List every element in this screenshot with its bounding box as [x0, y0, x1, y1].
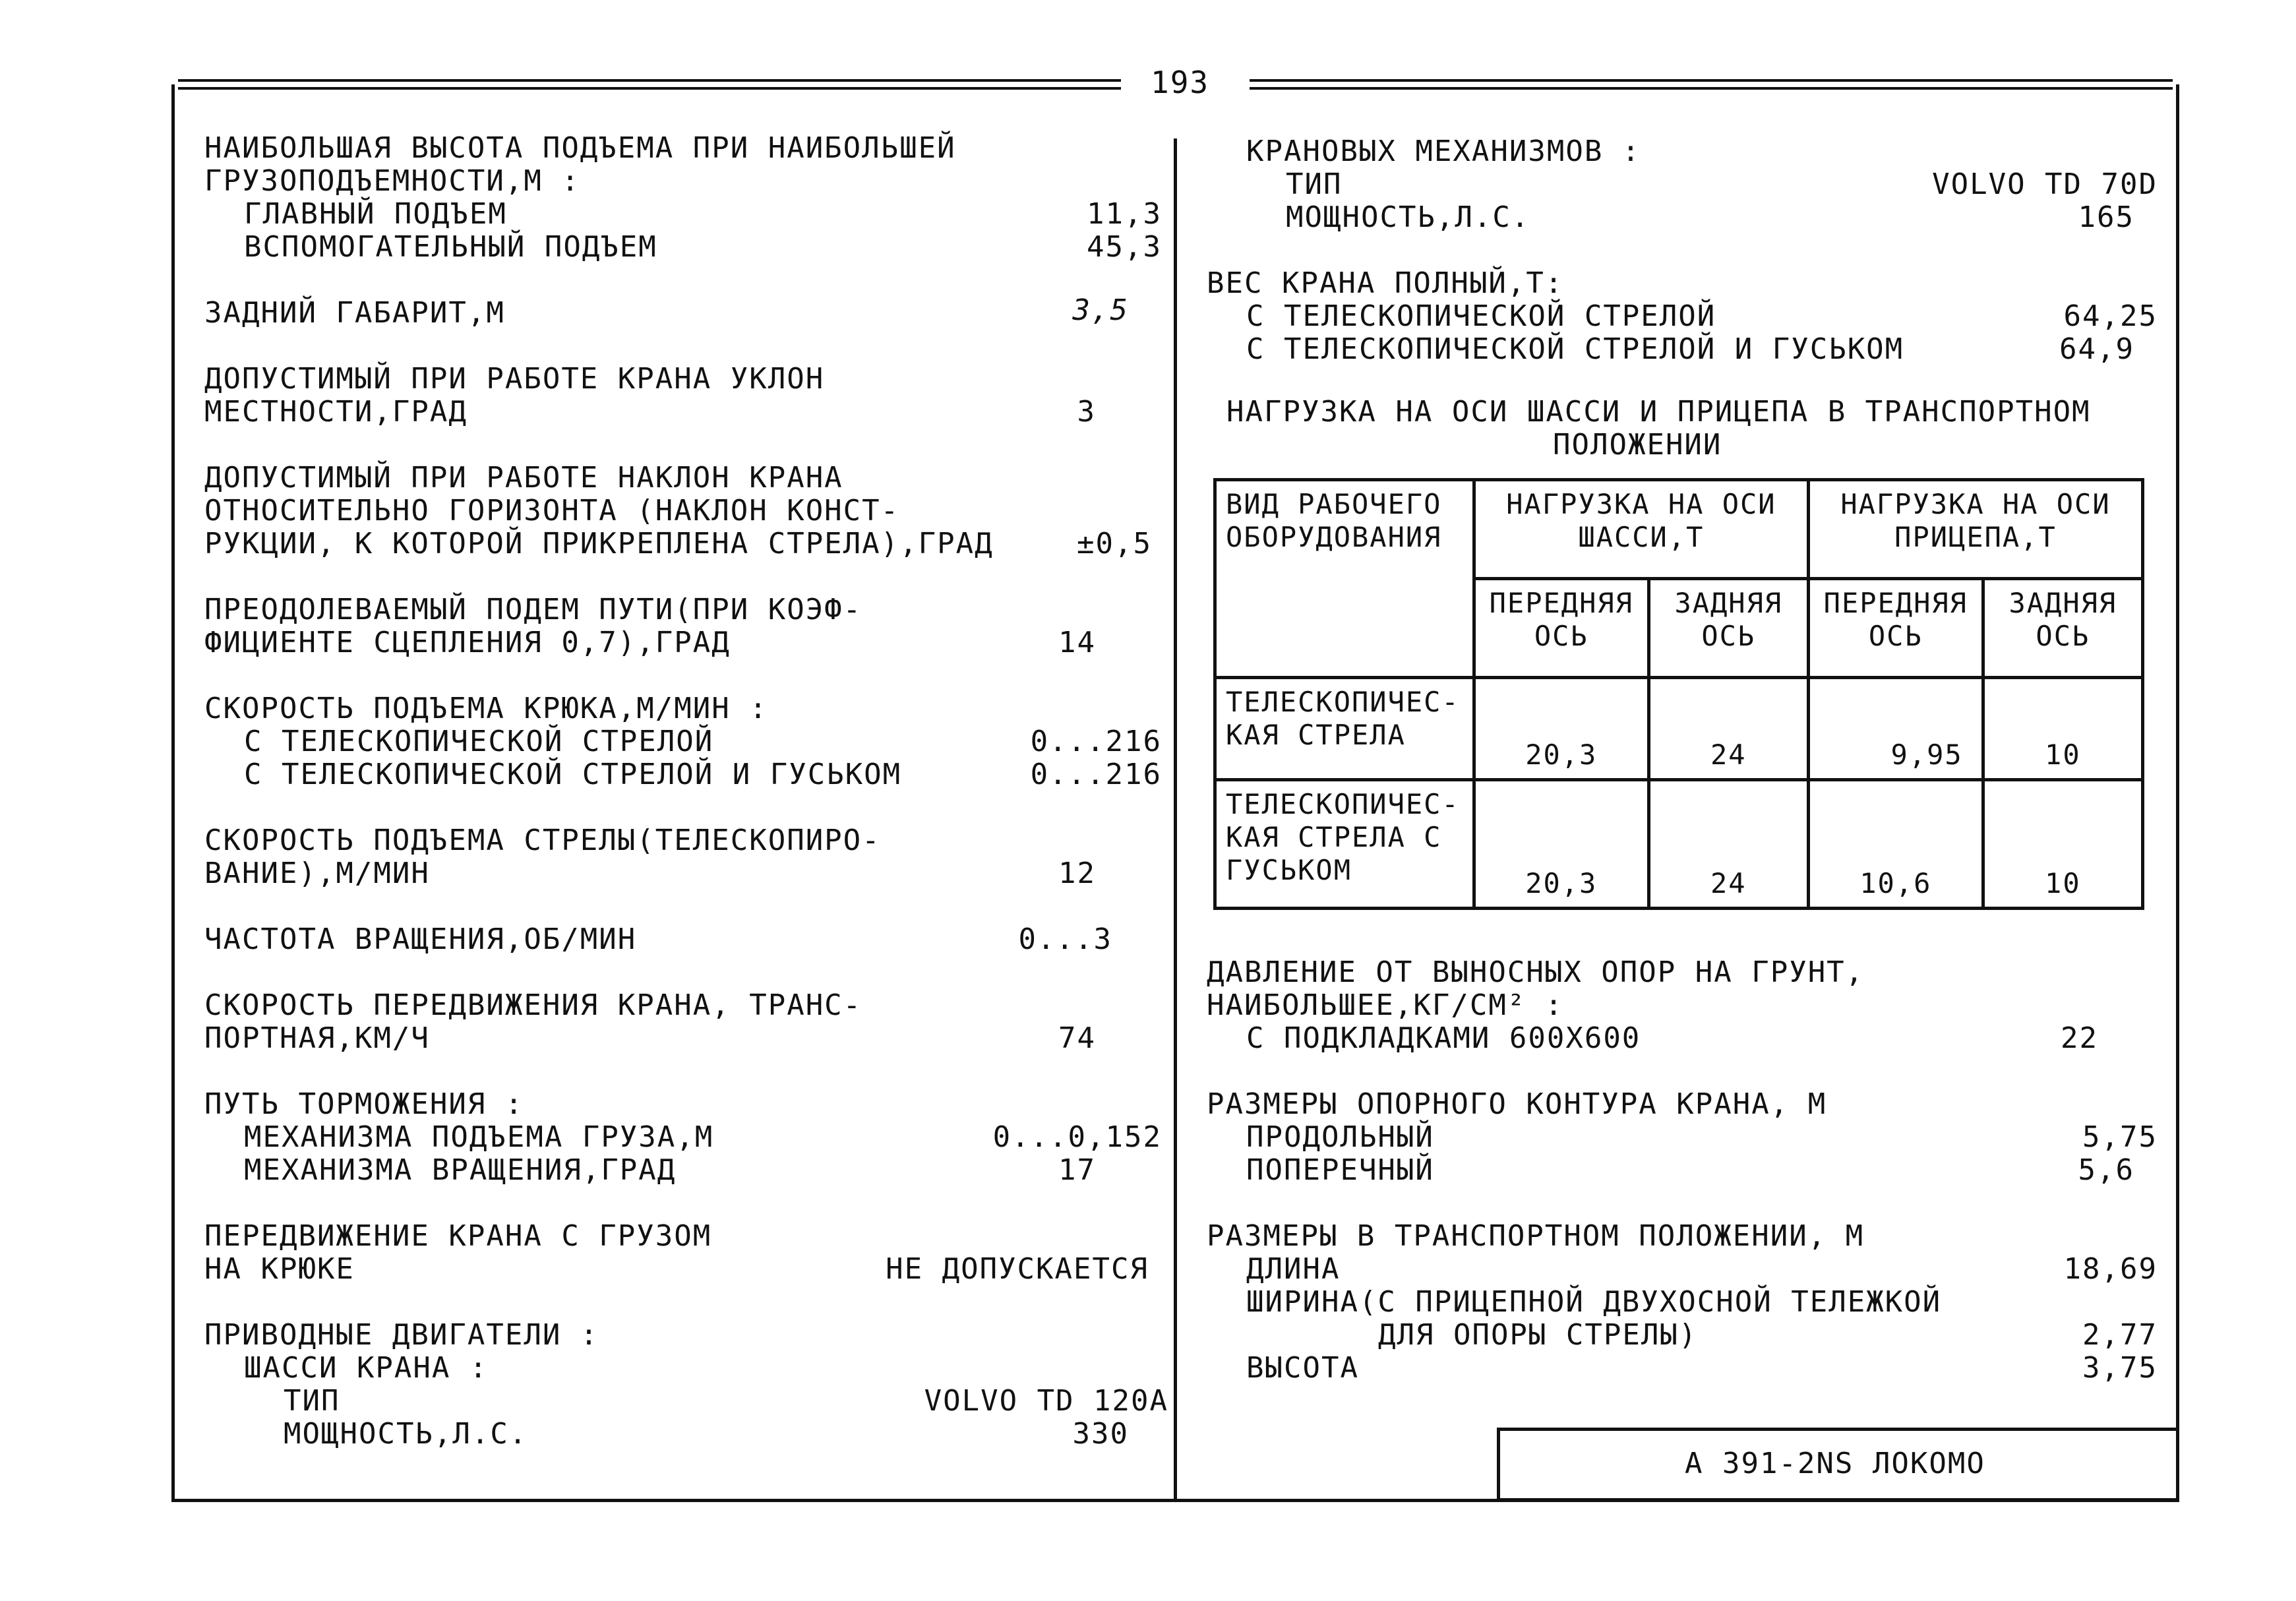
- header-chassis-load: НАГРУЗКА НА ОСИ ШАССИ,Т: [1474, 480, 1808, 579]
- table-row: [1215, 678, 2143, 780]
- crane-mech-title: КРАНОВЫХ МЕХАНИЗМОВ :: [1246, 135, 1641, 168]
- row-equipment: ТЕЛЕСКОПИЧЕС- КАЯ СТРЕЛА С ГУСЬКОМ: [1215, 780, 1474, 909]
- move-load-line-1: ПЕРЕДВИЖЕНИЕ КРАНА С ГРУЗОМ: [204, 1219, 712, 1253]
- mech-power-value: 165: [2078, 200, 2134, 234]
- axle-load-table: [1213, 478, 2144, 910]
- contour-long-value: 5,75: [2082, 1120, 2158, 1154]
- cell-trailer-rear: 10: [1983, 678, 2142, 780]
- move-load-value: НЕ ДОПУСКАЕТСЯ: [886, 1252, 1149, 1286]
- rear-clearance-label: ЗАДНИЙ ГАБАРИТ,М: [204, 296, 505, 330]
- axle-title-2: ПОЛОЖЕНИИ: [1553, 428, 1722, 462]
- height-value: 3,75: [2082, 1351, 2158, 1385]
- tilt-value: ±0,5: [1077, 527, 1152, 560]
- hook-tele-value: 0...216: [1030, 725, 1162, 758]
- rotation-label: ЧАСТОТА ВРАЩЕНИЯ,ОБ/МИН: [204, 922, 637, 956]
- braking-slew-label: МЕХАНИЗМА ВРАЩЕНИЯ,ГРАД: [244, 1153, 677, 1187]
- slope-value: 3: [1077, 395, 1096, 429]
- chassis-title: ШАССИ КРАНА :: [244, 1351, 489, 1385]
- header-equipment: ВИД РАБОЧЕГО ОБОРУДОВАНИЯ: [1215, 480, 1474, 678]
- move-load-line-2: НА КРЮКЕ: [204, 1252, 355, 1286]
- chassis-power-label: МОЩНОСТЬ,Л.С.: [284, 1417, 528, 1451]
- cell-trailer-front: 9,95: [1808, 678, 1983, 780]
- braking-hoist-value: 0...0,152: [992, 1120, 1162, 1154]
- chassis-type-value: VOLVO TD 120A: [924, 1384, 1168, 1418]
- frame-right-edge: [2176, 84, 2179, 1502]
- aux-lift-label: ВСПОМОГАТЕЛЬНЫЙ ПОДЪЕМ: [244, 230, 657, 264]
- boom-speed-line-1: СКОРОСТЬ ПОДЪЕМА СТРЕЛЫ(ТЕЛЕСКОПИРО-: [204, 824, 881, 857]
- chassis-type-label: ТИП: [284, 1384, 340, 1418]
- braking-slew-value: 17: [1058, 1153, 1096, 1187]
- tilt-line-2: ОТНОСИТЕЛЬНО ГОРИЗОНТА (НАКЛОН КОНСТ-: [204, 494, 900, 528]
- cell-chassis-rear: 24: [1648, 678, 1808, 780]
- max-height-title-2: ГРУЗОПОДЪЕМНОСТИ,М :: [204, 164, 580, 198]
- grade-value: 14: [1058, 626, 1096, 659]
- main-lift-value: 11,3: [1087, 197, 1162, 231]
- height-label: ВЫСОТА: [1246, 1351, 1359, 1385]
- engines-title: ПРИВОДНЫЕ ДВИГАТЕЛИ :: [204, 1318, 599, 1352]
- frame-left-edge: [171, 84, 175, 1502]
- cell-trailer-rear: 10: [1983, 780, 2142, 909]
- rotation-value: 0...3: [1018, 922, 1112, 956]
- travel-value: 74: [1058, 1021, 1096, 1055]
- weight-tele-label: С ТЕЛЕСКОПИЧЕСКОЙ СТРЕЛОЙ: [1246, 299, 1716, 333]
- width-value: 2,77: [2082, 1318, 2158, 1352]
- hook-speed-title: СКОРОСТЬ ПОДЪЕМА КРЮКА,М/МИН :: [204, 692, 768, 725]
- width-label-2: ДЛЯ ОПОРЫ СТРЕЛЫ): [1378, 1318, 1698, 1352]
- weight-jib-value: 64,9: [2059, 332, 2134, 366]
- weight-jib-label: С ТЕЛЕСКОПИЧЕСКОЙ СТРЕЛОЙ И ГУСЬКОМ: [1246, 332, 1904, 366]
- boom-speed-line-2: ВАНИЕ),М/МИН: [204, 857, 430, 890]
- tilt-line-3: РУКЦИИ, К КОТОРОЙ ПРИКРЕПЛЕНА СТРЕЛА),ГРАД: [204, 527, 994, 560]
- cell-chassis-front: 20,3: [1474, 780, 1648, 909]
- contour-title: РАЗМЕРЫ ОПОРНОГО КОНТУРА КРАНА, М: [1207, 1087, 1827, 1121]
- axle-title-1: НАГРУЗКА НА ОСИ ШАССИ И ПРИЦЕПА В ТРАНСПОРТНОМ: [1226, 395, 2091, 429]
- grade-line-2: ФИЦИЕНТЕ СЦЕПЛЕНИЯ 0,7),ГРАД: [204, 626, 731, 659]
- table-row: [1215, 780, 2143, 909]
- hook-jib-value: 0...216: [1030, 758, 1162, 791]
- length-label: ДЛИНА: [1246, 1252, 1341, 1286]
- hook-jib-label: С ТЕЛЕСКОПИЧЕСКОЙ СТРЕЛОЙ И ГУСЬКОМ: [244, 758, 902, 791]
- pressure-line-1: ДАВЛЕНИЕ ОТ ВЫНОСНЫХ ОПОР НА ГРУНТ,: [1207, 955, 1865, 989]
- rear-clearance-value: 3,5: [1072, 293, 1129, 327]
- row-equipment: ТЕЛЕСКОПИЧЕС- КАЯ СТРЕЛА: [1215, 678, 1474, 780]
- boom-speed-value: 12: [1058, 857, 1096, 890]
- chassis-power-value: 330: [1072, 1417, 1129, 1451]
- main-lift-label: ГЛАВНЫЙ ПОДЪЕМ: [244, 197, 507, 231]
- weight-title: ВЕС КРАНА ПОЛНЫЙ,Т:: [1207, 266, 1564, 300]
- header-trailer-load: НАГРУЗКА НА ОСИ ПРИЦЕПА,Т: [1808, 480, 2142, 579]
- mech-power-label: МОЩНОСТЬ,Л.С.: [1286, 200, 1530, 234]
- header-rule-right: [1250, 79, 2173, 90]
- slope-line-2: МЕСТНОСТИ,ГРАД: [204, 395, 468, 429]
- cell-trailer-front: 10,6: [1808, 780, 1983, 909]
- mech-type-value: VOLVO TD 70D: [1932, 167, 2158, 201]
- cell-chassis-front: 20,3: [1474, 678, 1648, 780]
- header-trailer-front-axle: ПЕРЕДНЯЯ ОСЬ: [1808, 579, 1983, 678]
- braking-title: ПУТЬ ТОРМОЖЕНИЯ :: [204, 1087, 524, 1121]
- page-number: 193: [1151, 65, 1210, 100]
- tilt-line-1: ДОПУСТИМЫЙ ПРИ РАБОТЕ НАКЛОН КРАНА: [204, 461, 843, 495]
- travel-line-2: ПОРТНАЯ,КМ/Ч: [204, 1021, 430, 1055]
- contour-trans-label: ПОПЕРЕЧНЫЙ: [1246, 1153, 1434, 1187]
- length-value: 18,69: [2063, 1252, 2158, 1286]
- contour-long-label: ПРОДОЛЬНЫЙ: [1246, 1120, 1434, 1154]
- header-rule-left: [178, 79, 1121, 90]
- max-height-title-1: НАИБОЛЬШАЯ ВЫСОТА ПОДЪЕМА ПРИ НАИБОЛЬШЕЙ: [204, 131, 956, 165]
- pressure-line-2: НАИБОЛЬШЕЕ,КГ/СМ² :: [1207, 988, 1564, 1022]
- weight-tele-value: 64,25: [2063, 299, 2158, 333]
- aux-lift-value: 45,3: [1087, 230, 1162, 264]
- model-title: А 391-2NS ЛОКОМО: [1685, 1447, 1985, 1480]
- pressure-pads-label: С ПОДКЛАДКАМИ 600Х600: [1246, 1021, 1641, 1055]
- contour-trans-value: 5,6: [2078, 1153, 2134, 1187]
- cell-chassis-rear: 24: [1648, 780, 1808, 909]
- header-trailer-rear-axle: ЗАДНЯЯ ОСЬ: [1983, 579, 2142, 678]
- column-divider: [1174, 138, 1177, 1500]
- slope-line-1: ДОПУСТИМЫЙ ПРИ РАБОТЕ КРАНА УКЛОН: [204, 362, 825, 396]
- width-label-1: ШИРИНА(С ПРИЦЕПНОЙ ДВУХОСНОЙ ТЕЛЕЖКОЙ: [1246, 1285, 1942, 1319]
- braking-hoist-label: МЕХАНИЗМА ПОДЪЕМА ГРУЗА,М: [244, 1120, 714, 1154]
- pressure-pads-value: 22: [2061, 1021, 2098, 1055]
- travel-line-1: СКОРОСТЬ ПЕРЕДВИЖЕНИЯ КРАНА, ТРАНС-: [204, 988, 862, 1022]
- header-chassis-front-axle: ПЕРЕДНЯЯ ОСЬ: [1474, 579, 1648, 678]
- transport-title: РАЗМЕРЫ В ТРАНСПОРТНОМ ПОЛОЖЕНИИ, М: [1207, 1219, 1865, 1253]
- hook-tele-label: С ТЕЛЕСКОПИЧЕСКОЙ СТРЕЛОЙ: [244, 725, 714, 758]
- grade-line-1: ПРЕОДОЛЕВАЕМЫЙ ПОДЕМ ПУТИ(ПРИ КОЭФ-: [204, 593, 862, 626]
- header-chassis-rear-axle: ЗАДНЯЯ ОСЬ: [1648, 579, 1808, 678]
- mech-type-label: ТИП: [1286, 167, 1343, 201]
